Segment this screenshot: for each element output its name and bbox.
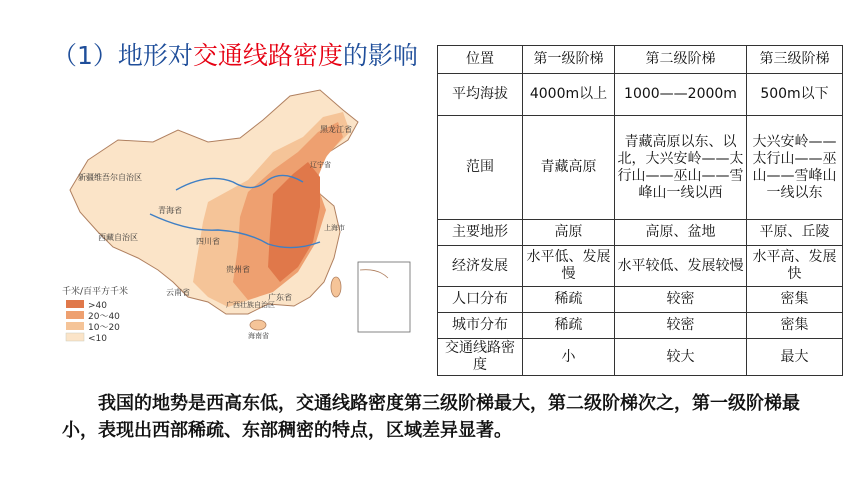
table-cell: 最大 bbox=[747, 339, 843, 376]
table-cell: 交通线路密度 bbox=[438, 339, 523, 376]
table-cell: 大兴安岭——太行山——巫山——雪峰山一线以东 bbox=[747, 116, 843, 220]
table-cell: 较大 bbox=[615, 339, 747, 376]
label-heilongjiang: 黑龙江省 bbox=[320, 125, 352, 134]
table-cell: 较密 bbox=[615, 287, 747, 313]
table-cell: 平原、丘陵 bbox=[747, 220, 843, 246]
table-cell: 500m以下 bbox=[747, 74, 843, 116]
label-liaoning: 辽宁省 bbox=[310, 161, 331, 169]
table-cell: 4000m以上 bbox=[523, 74, 615, 116]
table-header-cell: 第三级阶梯 bbox=[747, 46, 843, 74]
table-cell: 1000——2000m bbox=[615, 74, 747, 116]
label-sichuan: 四川省 bbox=[196, 237, 220, 246]
table-cell: 水平较低、发展较慢 bbox=[615, 246, 747, 287]
table-cell: 水平低、发展慢 bbox=[523, 246, 615, 287]
section-title bbox=[52, 36, 418, 72]
label-qinghai: 青海省 bbox=[158, 206, 182, 215]
table-header-cell: 第二级阶梯 bbox=[615, 46, 747, 74]
table-cell: 平均海拔 bbox=[438, 74, 523, 116]
legend bbox=[66, 300, 120, 344]
table-cell: 城市分布 bbox=[438, 313, 523, 339]
table-row bbox=[438, 246, 843, 287]
legend-label-over-40: >40 bbox=[88, 301, 107, 311]
map-inset-box bbox=[358, 262, 410, 332]
label-hainan: 海南省 bbox=[248, 332, 269, 340]
table-header-cell: 第一级阶梯 bbox=[523, 46, 615, 74]
table-cell: 稀疏 bbox=[523, 313, 615, 339]
table-row bbox=[438, 116, 843, 220]
legend-swatch-over-40 bbox=[66, 300, 84, 308]
table-cell: 经济发展 bbox=[438, 246, 523, 287]
title-suffix: 的影响 bbox=[342, 41, 418, 70]
label-guangdong: 广东省 bbox=[268, 293, 292, 302]
table-cell: 较密 bbox=[615, 313, 747, 339]
table-cell: 密集 bbox=[747, 313, 843, 339]
legend-swatch-10-20 bbox=[66, 322, 84, 330]
title-prefix: （1）地形对 bbox=[52, 41, 193, 70]
legend-title: 千米/百平方千米 bbox=[62, 287, 129, 297]
table-cell: 范围 bbox=[438, 116, 523, 220]
table-cell: 高原 bbox=[523, 220, 615, 246]
table-row bbox=[438, 220, 843, 246]
summary-paragraph: 我国的地势是西高东低，交通线路密度第三级阶梯最大，第二级阶梯次之，第一级阶梯最小，表现出西部稀疏、东部稠密的特点，区域差异显著。 bbox=[62, 393, 800, 441]
table-row bbox=[438, 287, 843, 313]
label-yunnan: 云南省 bbox=[166, 288, 190, 297]
label-xinjiang: 新疆维吾尔自治区 bbox=[78, 173, 142, 182]
terrain-comparison-table bbox=[437, 45, 843, 376]
label-guizhou: 贵州省 bbox=[226, 265, 250, 274]
legend-label-20-40: 20～40 bbox=[88, 312, 120, 322]
table-cell: 稀疏 bbox=[523, 287, 615, 313]
label-shanghai: 上海市 bbox=[324, 224, 345, 232]
map-taiwan bbox=[331, 277, 341, 297]
map-hainan bbox=[250, 320, 266, 330]
table-cell: 人口分布 bbox=[438, 287, 523, 313]
table-cell: 小 bbox=[523, 339, 615, 376]
title-highlight: 交通线路密度 bbox=[192, 41, 343, 70]
table-row bbox=[438, 339, 843, 376]
label-xizang: 西藏自治区 bbox=[98, 233, 138, 242]
legend-swatch-20-40 bbox=[66, 311, 84, 319]
china-traffic-density-map bbox=[58, 82, 430, 344]
table-header-row bbox=[438, 46, 843, 74]
table-cell: 青藏高原以东、以北，大兴安岭——太行山——巫山——雪峰山一线以西 bbox=[615, 116, 747, 220]
legend-label-under-10: <10 bbox=[88, 334, 107, 344]
label-guangxi: 广西壮族自治区 bbox=[226, 301, 275, 309]
table-cell: 密集 bbox=[747, 287, 843, 313]
table-row bbox=[438, 74, 843, 116]
table-cell: 主要地形 bbox=[438, 220, 523, 246]
table-cell: 水平高、发展快 bbox=[747, 246, 843, 287]
table-cell: 青藏高原 bbox=[523, 116, 615, 220]
table-header-cell: 位置 bbox=[438, 46, 523, 74]
table-cell: 高原、盆地 bbox=[615, 220, 747, 246]
table-row bbox=[438, 313, 843, 339]
legend-swatch-under-10 bbox=[66, 333, 84, 341]
legend-label-10-20: 10～20 bbox=[88, 323, 120, 333]
